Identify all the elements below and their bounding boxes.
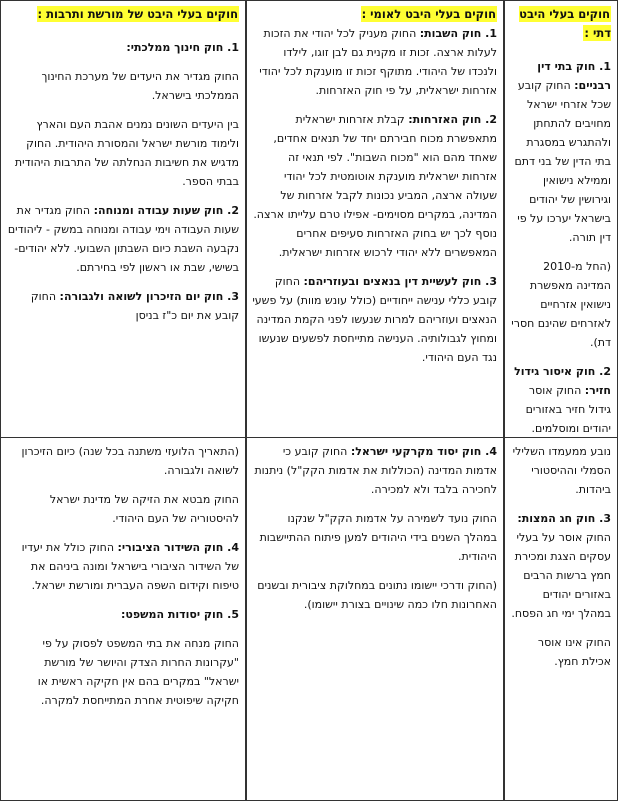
section: 1. חוק השבות: החוק מעניק לכל יהודי את הזכות לעלות ארצה. זכות זו מקנית גם לבן זוגו, לילדו ולנכדו של היהודי. מתוקף זכות זו מוענקת לכל יהודי אזרחות ישראלית, על פי חוק האזרחות.: [259, 27, 497, 97]
section: 5. חוק יסודות המשפט:: [121, 608, 239, 621]
column-religious-cont: [504, 437, 618, 801]
section: החוק מנחה את בתי המשפט לפסוק על פי "עקרונות החרות הצדק והיושר של מורשת ישראל" במקרים בהם אין חקיקה ראשית או חקיקה שיפוטית אחרת המתייחסת למקרה.: [37, 637, 239, 707]
section: (התאריך הלועזי משתנה בכל שנה) כיום הזיכרון לשואה ולגבורה.: [21, 445, 239, 477]
section: 2. חוק שעות עבודה ומנוחה: החוק מגדיר את שעות העבודה וימי עבודה ומנוחה במשק - ליהודים נקבעה השבת כיום השבתון השבועי. ללא יהודים- בשישי, שבת או ראשון לפי בחירתם.: [7, 204, 239, 274]
column-header-religious: חוקים בעלי היבט דתי :: [519, 7, 611, 40]
section: 2. חוק האזרחות: קבלת אזרחות ישראלית מתאפשרת מכוח חבירתם יחד של תנאים אחדים, שאחד מהם הוא "מכוח השבות". לפי תנאי זה אזרחות ישראלית מוענקת אוטומטית לכל יהודי שעולה ארצה, המביע נכונות לקבל אזרחות של המדינה, במקרים מסוימים- אפילו טרם עלייתו ארצה. נוסף לכך יש בחוק האזרחות סעיפים אחרים המאפשרים ללא יהודי לרכוש אזרחות ישראלית.: [253, 113, 497, 259]
section: 4. חוק יסוד מקרקעי ישראל: החוק קובע כי אדמות המדינה (הכוללות את אדמות הקק"ל) ניתנות לחכירה בלבד ולא למכירה.: [254, 445, 497, 496]
column-heritage: [0, 0, 246, 437]
column-religious: [504, 0, 618, 437]
column-header-heritage: חוקים בעלי היבט של מורשת ותרבות :: [37, 7, 238, 21]
section: 2. חוק איסור גידול חזיר: החוק אוסר גידול חזיר באזורים יהודים ומוסלמים.: [514, 365, 611, 435]
section: 1. חוק בתי דין רבניים: החוק קובע שכל אזרחי ישראל מחויבים להתחתן ולהתגרש במסגרת בתי הדין של בני דתם וממילא נישואין וגירושין של יהודים בישראל יערכו על פי דין תורה.: [514, 60, 611, 244]
section: (החל מ-2010 המדינה מאפשרת נישואין אזרחיים לאזרחים שהינם חסרי דת).: [511, 260, 611, 349]
column-header-national: חוקים בעלי היבט לאומי :: [361, 7, 496, 21]
section: החוק אינו אוסר אכילת חמץ.: [537, 636, 611, 668]
section: 4. חוק השידור הציבורי: החוק כולל את יעדיו של השידור הציבורי בישראל ומונה ביניהם את טיפוח וקידום השפה העברית ומורשת ישראל.: [21, 541, 239, 592]
column-heritage-cont: [0, 437, 246, 801]
section: 3. חוק חג המצות: החוק אוסר על בעלי עסקים הצגת ומכירת חמץ ברשות הרבים באזורים יהודים במהלך ימי חג הפסח.: [511, 512, 611, 620]
table-bottom-row: [0, 437, 618, 801]
section: החוק נועד לשמירה על אדמות הקק"ל שנקנו במהלך השנים בידי היהודים למען פיתוח ההתיישבות היהודית.: [259, 512, 497, 563]
section: 3. חוק יום הזיכרון לשואה ולגבורה: החוק קובע את יום כ"ז בניסן: [30, 290, 239, 322]
section: החוק מבטא את הזיקה של מדינת ישראל להיסטוריה של העם היהודי.: [49, 493, 239, 525]
section: נובע ממעמדו השלילי הסמלי וההיסטורי ביהדות.: [512, 445, 611, 496]
column-national-cont: [246, 437, 504, 801]
section: החוק מגדיר את היעדים של מערכת החינוך הממלכתי בישראל.: [41, 70, 239, 102]
section: 1. חוק חינוך ממלכתי:: [126, 41, 239, 54]
column-national: [246, 0, 504, 437]
section: 3. חוק לעשיית דין בנאצים ובעוזריהם: החוק קובע כללי ענישה ייחודיים (כולל עונש מוות) על פשעי הנאצים ועוזריהם למרות שנעשו לפני הקמת המדינה ומחוץ לגבולותיה. הענישה מתייחסת לפשעים שנעשו נגד העם היהודי.: [252, 275, 497, 364]
section: (החוק ודרכי יישומו נתונים במחלוקת ציבורית ובשנים האחרונות חלו כמה שינויים בצורת יישומו).: [257, 579, 497, 611]
section: בין היעדים השונים נמנים אהבת העם והארץ ולימוד מורשת ישראל והמסורת היהודית. החוק מדגיש את חשיבות הנחלתה של התרבות היהודית בבתי הספר.: [14, 118, 239, 188]
